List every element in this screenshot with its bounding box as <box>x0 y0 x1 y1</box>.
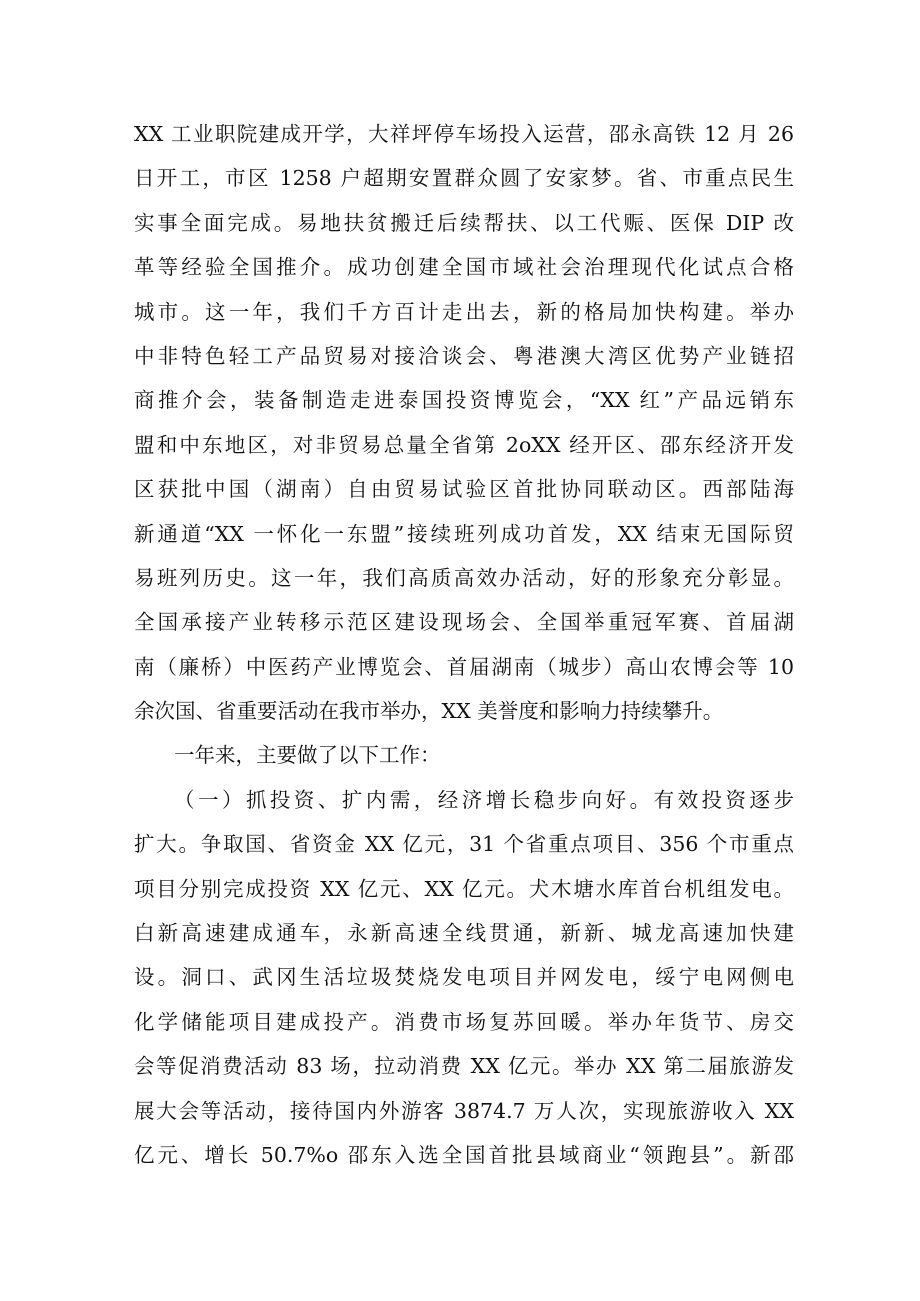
text-line: 盟和中东地区，对非贸易总量全省第 2oXX 经开区、邵东经济开发 <box>134 432 794 457</box>
section-heading-line: （一）抓投资、扩内需，经济增长稳步向好。有效投资逐步 <box>174 787 794 812</box>
text-line: 日开工，市区 1258 户超期安置群众圆了安家梦。省、市重点民生 <box>134 166 794 191</box>
text-line: 亿元、增长 50.7%o 邵东入选全国首批县域商业“领跑县”。新邵 <box>134 1142 794 1167</box>
text-line: 南（廉桥）中医药产业博览会、首届湖南（城步）高山农博会等 10 <box>134 654 794 679</box>
text-line: 展大会等活动，接待国内外游客 3874.7 万人次，实现旅游收入 XX <box>134 1098 794 1123</box>
text-line: 易班列历史。这一年，我们高质高效办活动，好的形象充分彰显。 <box>134 565 794 590</box>
text-line: 扩大。争取国、省资金 XX 亿元，31 个省重点项目、356 个市重点 <box>134 832 794 857</box>
text-line: 城市。这一年，我们千方百计走出去，新的格局加快构建。举办 <box>134 299 794 324</box>
text-line: 区获批中国（湖南）自由贸易试验区首批协同联动区。西部陆海 <box>134 477 794 502</box>
text-line: 中非特色轻工产品贸易对接洽谈会、粤港澳大湾区优势产业链招 <box>134 343 794 368</box>
text-line: XX 工业职院建成开学，大祥坪停车场投入运营，邵永高铁 12 月 26 <box>134 122 794 146</box>
text-line: 化学储能项目建成投产。消费市场复苏回暖。举办年货节、房交 <box>134 1009 794 1034</box>
text-line: 设。洞口、武冈生活垃圾焚烧发电项目并网发电，绥宁电网侧电 <box>134 965 794 990</box>
text-line: 会等促消费活动 83 场，拉动消费 XX 亿元。举办 XX 第二届旅游发 <box>134 1054 794 1079</box>
text-line: 商推介会，装备制造走进泰国投资博览会，“XX 红”产品远销东 <box>134 388 794 413</box>
text-line: 项目分别完成投资 XX 亿元、XX 亿元。犬木塘水库首台机组发电。 <box>134 876 794 901</box>
section-intro-line: 一年来，主要做了以下工作： <box>174 743 441 768</box>
text-line: 全国承接产业转移示范区建设现场会、全国举重冠军赛、首届湖 <box>134 610 794 635</box>
body-text <box>134 112 794 1177</box>
text-line: 新通道“XX 一怀化一东盟”接续班列成功首发，XX 结束无国际贸 <box>134 521 794 546</box>
text-line: 余次国、省重要活动在我市举办，XX 美誉度和影响力持续攀升。 <box>134 699 724 724</box>
text-line: 白新高速建成通车，永新高速全线贯通，新新、城龙高速加快建 <box>134 921 794 946</box>
text-line: 革等经验全国推介。成功创建全国市域社会治理现代化试点合格 <box>134 255 794 280</box>
text-line: 实事全面完成。易地扶贫搬迁后续帮扶、以工代赈、医保 DIP 改 <box>134 210 794 235</box>
